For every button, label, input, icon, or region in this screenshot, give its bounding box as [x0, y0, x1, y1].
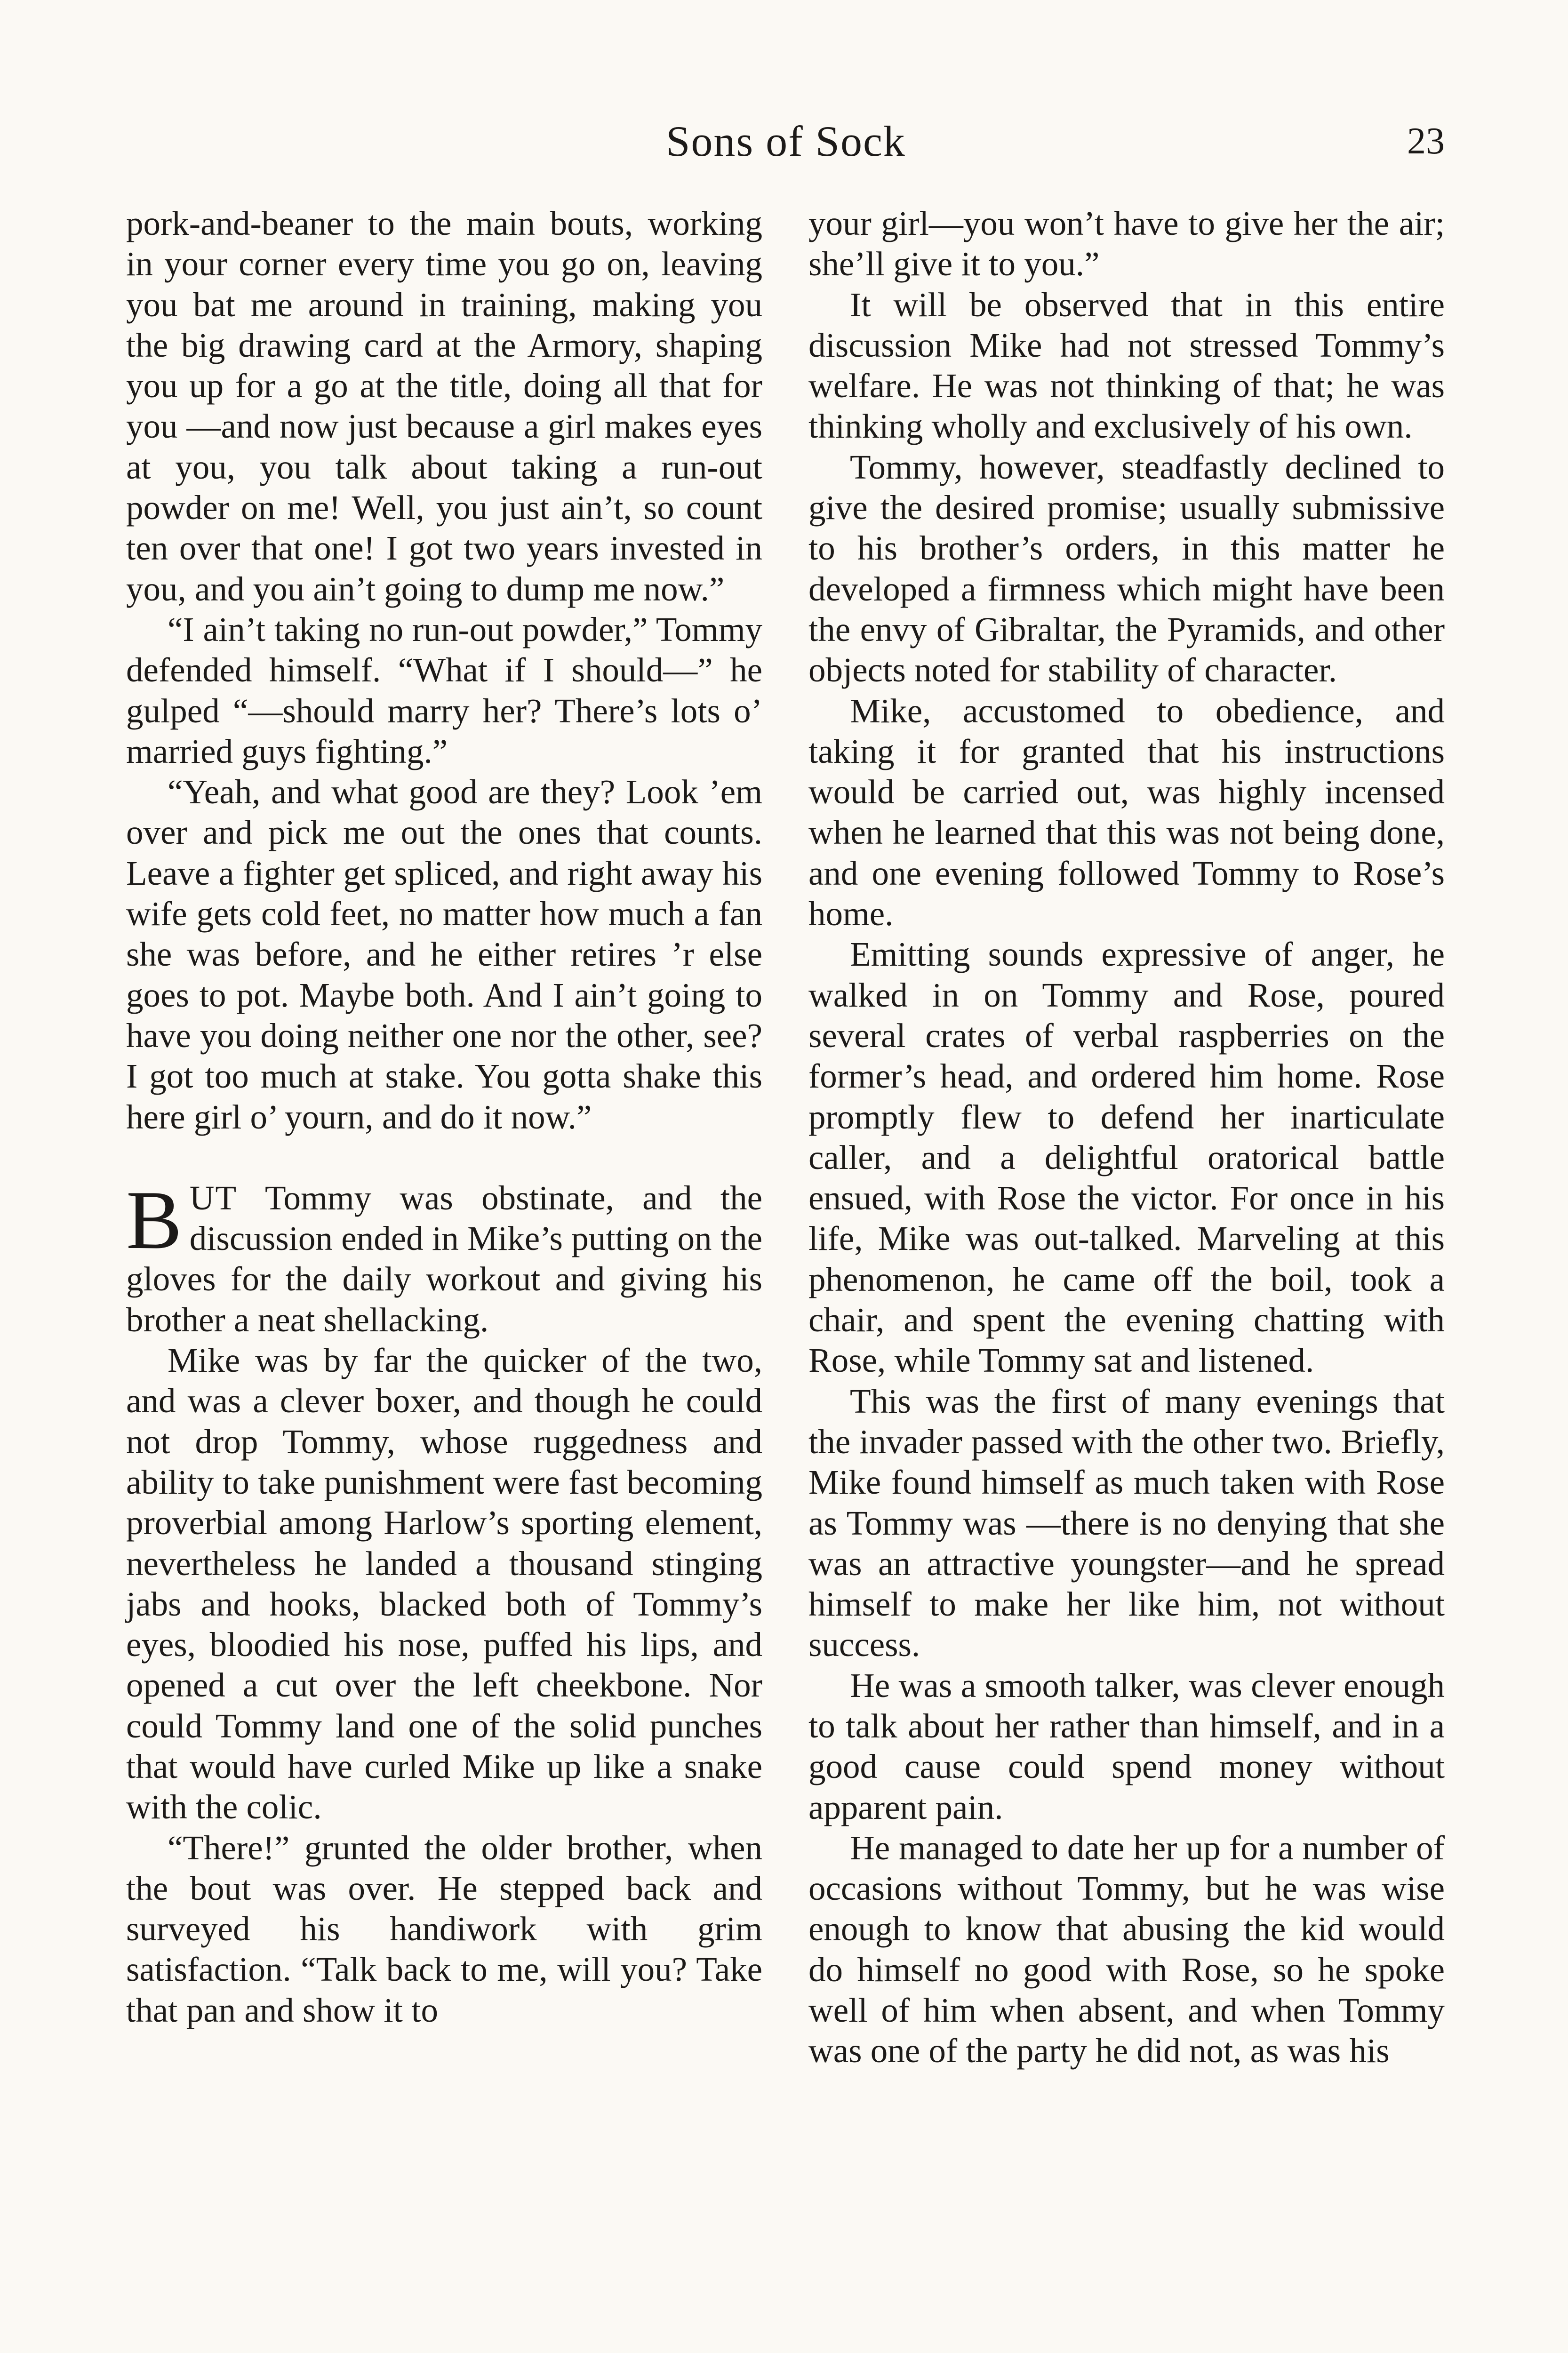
paragraph: This was the first of many evenings that the invader passed with the other two. Briefly, Mike found himself as much taken with Rose as Tommy was —there is no denying that she was an attractive youngster—and he spread himself to make her like him, not without success. — [808, 1382, 1445, 1664]
paragraph: your girl—you won’t have to give her the air; she’ll give it to you.” — [808, 204, 1445, 283]
small-caps-lead: UT — [189, 1178, 238, 1217]
paragraph: “There!” grunted the older brother, when the bout was over. He stepped back and surveyed his handiwork with grim satisfaction. “Talk back to me, will you? Take that pan and show it to — [126, 1828, 762, 2029]
drop-cap: B — [126, 1173, 182, 1266]
paragraph: He was a smooth talker, was clever enough to talk about her rather than himself, and in a good cause could spend money without apparent pain. — [808, 1666, 1445, 1826]
paragraph: Mike, accustomed to obedience, and taking it for granted that his instructions would be carried out, was highly incensed when he learned that this was not being done, and one evening followed Tommy to Rose’s home. — [808, 691, 1445, 933]
paragraph: “Yeah, and what good are they? Look ’em over and pick me out the ones that counts. Leave a fighter get spliced, and right away his wife gets cold feet, no matter how much a fan she was before, and he either retires ’r else goes to pot. Maybe both. And I ain’t going to have you doing neither one nor the other, see? I got too much at stake. You gotta shake this here girl o’ yourn, and do it now.” — [126, 773, 762, 1136]
paragraph-text: Tommy was obstinate, and the discussion ended in Mike’s putting on the gloves for the daily workout and giving his brother a neat shellacking. — [126, 1178, 762, 1339]
running-title: Sons of Sock — [666, 117, 906, 165]
page-number: 23 — [1407, 120, 1445, 162]
paragraph: pork-and-beaner to the main bouts, working in your corner every time you go on, leaving you bat me around in training, making you the big drawing card at the Armory, shaping you up for a go at the title, doing all that for you —and now just because a girl makes eyes at you, you talk about taking a run-out powder on me! Well, you just ain’t, so count ten over that one! I got two years invested in you, and you ain’t going to dump me now.” — [126, 204, 762, 608]
paragraph: It will be observed that in this entire discussion Mike had not stressed Tommy’s welfare. He was not thinking of that; he was thinking wholly and exclusively of his own. — [808, 285, 1445, 446]
left-column — [126, 203, 762, 2031]
right-column — [808, 203, 1445, 2072]
paragraph: He managed to date her up for a number of occasions without Tommy, but he was wise enough to know that abusing the kid would do himself no good with Rose, so he spoke well of him when absent, and when Tommy was one of the party he did not, as was his — [808, 1828, 1445, 2070]
section-opening-paragraph — [126, 1173, 762, 1340]
paragraph: Tommy, however, steadfastly declined to give the desired promise; usually submissive to his brother’s orders, in this matter he developed a firmness which might have been the envy of Gibraltar, the Pyramids, and other objects noted for stability of character. — [808, 448, 1445, 689]
paragraph: “I ain’t taking no run-out powder,” Tommy defended himself. “What if I should—” he gulped “—should marry her? There’s lots o’ married guys fighting.” — [126, 610, 762, 770]
paragraph: Emitting sounds expressive of anger, he walked in on Tommy and Rose, poured several crates of verbal raspberries on the former’s head, and ordered him home. Rose promptly flew to defend her inarticulate caller, and a delightful oratorical battle ensued, with Rose the victor. For once in his life, Mike was out-talked. Marveling at this phenomenon, he came off the boil, took a chair, and spent the evening chatting with Rose, while Tommy sat and listened. — [808, 935, 1445, 1380]
paragraph: Mike was by far the quicker of the two, and was a clever boxer, and though he could not drop Tommy, whose ruggedness and ability to take punishment were fast becoming proverbial among Harlow’s sporting element, nevertheless he landed a thousand stinging jabs and hooks, blacked both of Tommy’s eyes, bloodied his nose, puffed his lips, and opened a cut over the left cheekbone. Nor could Tommy land one of the solid punches that would have curled Mike up like a snake with the colic. — [126, 1341, 762, 1826]
page-header — [127, 108, 1445, 174]
